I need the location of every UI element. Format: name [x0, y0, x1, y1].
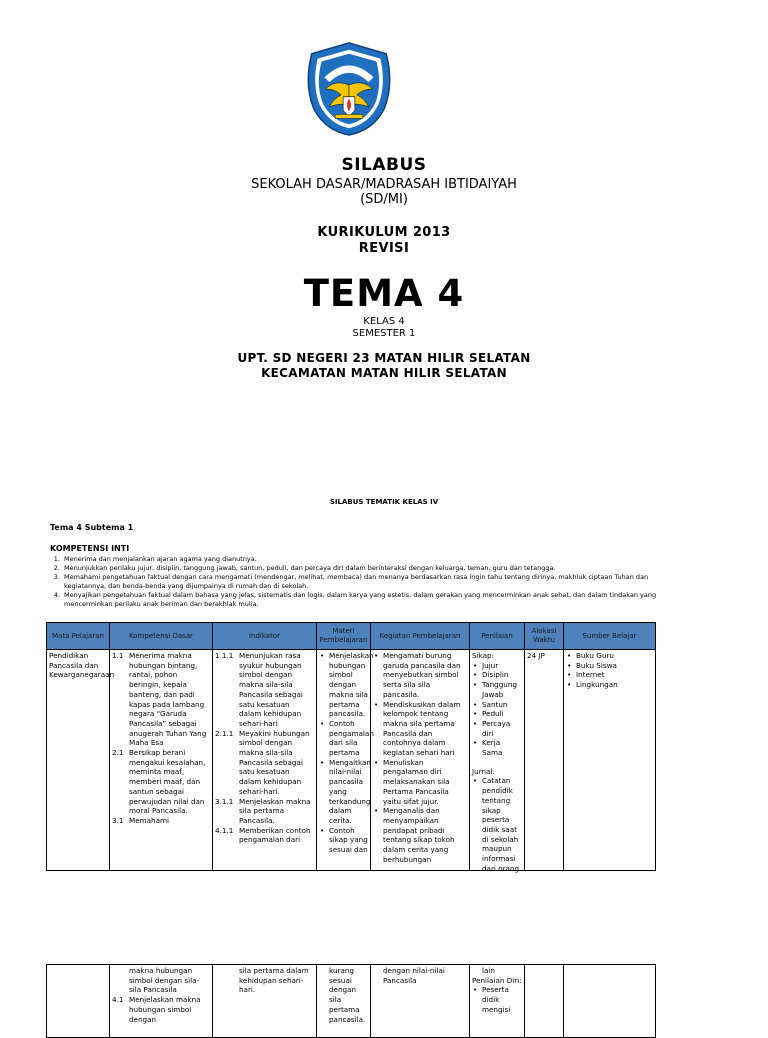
- list-item: • Menjelaskan hubungan simbol dengan makna sila pertama pancasila.: [329, 651, 368, 719]
- continued-text: dengan nilai-nilai Pancasila: [383, 966, 445, 985]
- school-level: [0, 177, 768, 207]
- list-item: • Jujur: [482, 661, 522, 671]
- indicator-cell: [213, 965, 317, 1038]
- school-block: [0, 351, 768, 381]
- subject-cell: [47, 965, 110, 1038]
- ki-heading: KOMPETENSI INTI: [50, 544, 130, 553]
- list-item: • Mengamati burung garuda pancasila dan menyebutkan simbol serta sila sila pancasila.: [383, 651, 467, 700]
- list-item: • Mengaitkan nilai-nilai pancasila yang terkandung dalam cerita.: [329, 758, 368, 826]
- theme-title: TEMA 4: [303, 272, 465, 315]
- assessment-label: Penilaian Diri:: [472, 975, 522, 985]
- list-item: • Santun: [482, 700, 522, 710]
- source-cell: [564, 965, 656, 1038]
- list-item: 3.1.1 Menjelaskan makna sila pertama Pancasila.: [215, 796, 311, 825]
- assessment-cell: [470, 650, 525, 871]
- table-header-row: [47, 623, 656, 650]
- list-item: • Kerja Sama: [482, 738, 522, 757]
- list-item: • Menganalis dan menyampaikan pendapat pribadi tentang sikap tokoh dalam cerita yang berhubungan: [383, 806, 467, 864]
- col-header: Indikator: [213, 623, 317, 650]
- assessment-label: Jurnal:: [472, 766, 495, 776]
- ki-list: [50, 555, 682, 609]
- syllabus-table-continued: [46, 964, 656, 1038]
- tut-wuri-handayani-logo: [300, 40, 398, 138]
- grade-label: KELAS 4: [363, 316, 405, 327]
- list-item: • Disiplin: [482, 670, 522, 680]
- kd-cell: [110, 965, 213, 1038]
- list-item: • Contoh sikap yang sesuai dan: [329, 826, 368, 855]
- col-header: Penilaian: [470, 623, 525, 650]
- col-header: Kompetensi Dasar: [110, 623, 213, 650]
- list-item: • Internet: [576, 670, 653, 680]
- subject-cell: Pendidikan Pancasila dan Kewarganegaraan: [47, 650, 110, 871]
- grade-block: [0, 316, 768, 340]
- list-item: • Percaya diri: [482, 719, 522, 738]
- school-level-line1: SEKOLAH DASAR/MADRASAH IBTIDAIYAH: [251, 177, 517, 192]
- activity-cell: [371, 965, 470, 1038]
- col-header: Mata Pelajaran: [47, 623, 110, 650]
- indicator-cell: [213, 650, 317, 871]
- source-cell: [564, 650, 656, 871]
- ki-item: 4. Menyajikan pengetahuan faktual dalam bahasa yang jelas, sistematis dan logis, dalam karya yang estetis, dalam gerakan yang mencerminkan anak sehat, dan dalam tindakan yang mencerminkan perilaku anak beriman dan berakhlak mulia.: [62, 591, 682, 609]
- section-heading: SILABUS TEMATIK KELAS IV: [329, 498, 439, 506]
- syllabus-table: [46, 622, 656, 871]
- document-title: SILABUS: [341, 155, 427, 175]
- assessment-cell: [470, 965, 525, 1038]
- time-cell: [525, 965, 564, 1038]
- list-item: • Peduli: [482, 709, 522, 719]
- list-item: • Tanggung Jawab: [482, 680, 522, 699]
- subtheme-label: Tema 4 Subtema 1: [50, 523, 134, 532]
- kd-cell: [110, 650, 213, 871]
- col-header: Materi Pembelajaran: [317, 623, 371, 650]
- assessment-label: Sikap:: [472, 651, 494, 660]
- list-item: • Contoh pengamalan dari sila pertama: [329, 719, 368, 758]
- list-item: • Buku Siswa: [576, 661, 653, 671]
- materi-cell: [317, 965, 371, 1038]
- semester-label: SEMESTER 1: [352, 328, 416, 339]
- list-item: 4.1 Menjelaskan makna hubungan simbol dengan: [112, 995, 201, 1024]
- ki-item: 3. Memahami pengetahuan faktual dengan cara mengamati (mendengar, melihat, membaca) dan menanya berdasarkan rasa ingin tahu tentang dirinya, makhluk ciptaan Tuhan dan kegiatannya, dan benda-benda yang dijumpainya di rumah dan di sekolah.: [62, 573, 682, 591]
- continued-text: sila pertama dalam kehidupan sehari-hari.: [239, 966, 309, 995]
- ki-item: 2. Menunjukkan perilaku jujur, disiplin, tanggung jawab, santun, peduli, dan percaya diri dalam berinteraksi dengan keluarga, teman, guru dan tetangga.: [62, 564, 682, 573]
- list-item: 2.1.1 Meyakini hubungan simbol dengan makna sila-sila Pancasila sebagai satu kesatuan dalam kehidupan sehari-hari.: [215, 728, 310, 796]
- list-item: 4.1.1 Memberikan contoh pengamalan dari: [215, 825, 311, 845]
- district-name: KECAMATAN MATAN HILIR SELATAN: [261, 366, 507, 380]
- list-item: 3.1 Memahami: [112, 815, 169, 825]
- continued-text: kurang sesuai dengan sila pertama pancasila.: [329, 966, 366, 1024]
- list-item: • Catatan pendidik tentang sikap peserta didik saat di sekolah maupun informasi dari orang: [482, 776, 522, 873]
- continued-text: makna hubungan simbol dengan sila-sila Pancasila: [129, 966, 200, 995]
- time-cell: 24 JP: [525, 650, 564, 871]
- revision-label: REVISI: [358, 241, 410, 256]
- list-item: 1.1 Menerima makna hubungan bintang, rantai, pohon beringin, kepala banteng, dan padi kapas pada lambang negara “Garuda Pancasila” sebagai anugerah Tuhan Yang Maha Esa: [112, 651, 207, 748]
- curriculum-block: [0, 225, 768, 257]
- table-row: [47, 650, 656, 871]
- ki-item: 1. Menerima dan menjalankan ajaran agama yang dianutnya.: [62, 555, 682, 564]
- materi-cell: [317, 650, 374, 871]
- col-header: Alokasi Waktu: [525, 623, 564, 650]
- list-item: • Buku Guru: [576, 651, 653, 661]
- list-item: • Mendiskusikan dalam kelompok tentang makna sila pertama Pancasila dan contohnya dalam kegiatan sehari hari: [383, 700, 467, 758]
- list-item: • Menuliskan pengalaman diri melaksanakan sila Pertama Pancasila yaitu sifat jujur.: [383, 758, 467, 807]
- school-name: UPT. SD NEGERI 23 MATAN HILIR SELATAN: [237, 351, 531, 365]
- list-item: 2.1 Bersikap berani mengakui kesalahan, meminta maaf, memberi maaf, dan santun sebagai perwujudan nilai dan moral Pancasila.: [112, 748, 206, 816]
- school-level-line2: (SD/MI): [360, 192, 408, 207]
- col-header: Kegiatan Pembelajaran: [371, 623, 470, 650]
- activity-cell: [371, 650, 470, 871]
- list-item: • Lingkungan: [576, 680, 653, 690]
- curriculum-label: KURIKULUM 2013: [317, 225, 451, 240]
- continued-text: lain: [482, 966, 495, 975]
- table-row: [47, 965, 656, 1038]
- list-item: 1.1.1 Menunjukan rasa syukur hubungan simbol dengan makna sila-sila Pancasila sebagai satu kesatuan dalam kehidupan sehari-hari: [215, 651, 303, 728]
- list-item: • Peserta didik mengisi: [482, 985, 522, 1014]
- col-header: Sumber Belajar: [564, 623, 656, 650]
